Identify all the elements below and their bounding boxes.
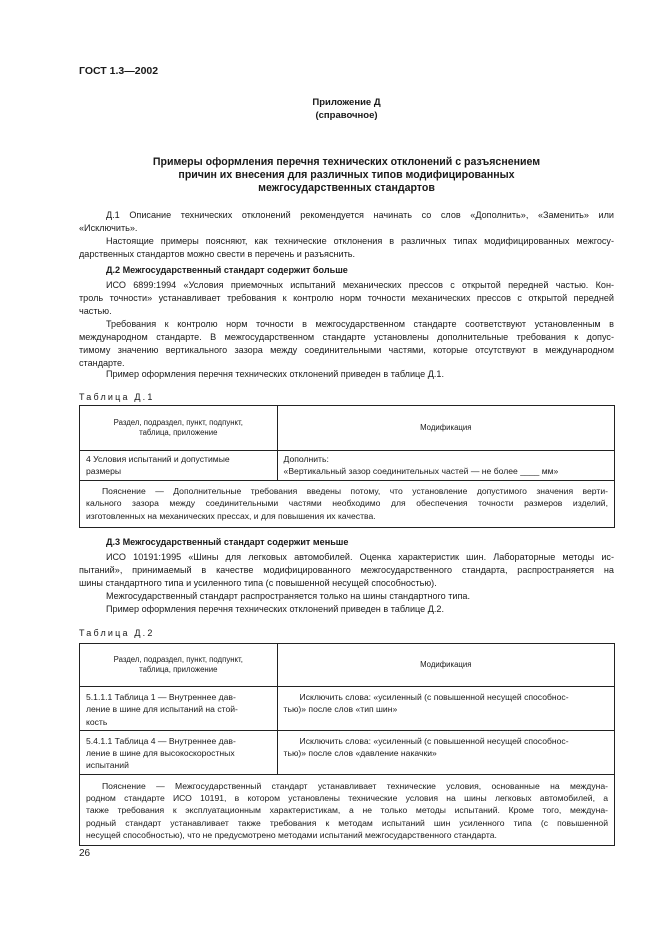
text-line: тимому значению вертикального зазора между соединительными частями, которые отсутствуют в международном <box>79 344 614 355</box>
text-line: шины стандартного типа и усиленного типа (с повышенной несущей способностью). <box>79 577 437 588</box>
table-cell: Исключить слова: «усиленный (с повышенной несущей способнос- тью)» после слов «тип шин» <box>277 687 614 731</box>
text-line: стандарте. <box>79 357 125 368</box>
table-note: Пояснение — Межгосударственный стандарт устанавливает технические условия, основанные на междуна- родном стандарте ИСО 10191, в котором установлены технические условия на шины легковых автомобилей, а также требования к эксплуатационным характеристикам, а не только методы испытаний. Кроме того, междуна- родный стандарт устанавливает также требования к методам испытаний шин усиленного типа (с повышенной несущей способностью), что не предусмотрено методами испытаний межгосударственного стандарта. <box>80 774 615 845</box>
paragraph-d3-2 <box>106 590 614 603</box>
paragraph-d2-2 <box>79 318 614 370</box>
table-cell: Исключить слова: «усиленный (с повышенной несущей способнос- тью)» после слов «давление накачки» <box>277 730 614 774</box>
paragraph-d1 <box>79 209 614 235</box>
table-cell: 5.4.1.1 Таблица 4 — Внутреннее дав- ление в шине для высокоскоростных испытаний <box>80 730 278 774</box>
table-header-cell: Модификация <box>277 644 614 687</box>
table-header-cell: Раздел, подраздел, пункт, подпункт, таблица, приложение <box>80 406 278 451</box>
text-line: Требования к контролю норм точности в межгосударственном стандарте соответствуют установленным в <box>106 319 614 329</box>
text-line: частью. <box>79 305 112 316</box>
text-line: Д.1 Описание технических отклонений рекомендуется начинать со слов «Дополнить», «Заменить» или <box>106 210 614 220</box>
heading-line: причин их внесения для различных типов модифицированных <box>178 169 515 182</box>
page-number: 26 <box>79 848 91 859</box>
text-line: Настоящие примеры поясняют, как технические отклонения в различных типах модифицированных межгосу- <box>106 236 614 246</box>
text-line: Пример оформления перечня технических отклонений приведен в таблице Д.2. <box>106 604 444 614</box>
text-line: «Исключить». <box>79 222 138 233</box>
paragraph-d3-3 <box>106 603 614 616</box>
text-line: ИСО 10191:1995 «Шины для легковых автомобилей. Оценка характеристик шин. Лабораторные методы ис- <box>106 552 614 562</box>
paragraph-d3-1 <box>79 551 614 590</box>
table-d2 <box>79 643 615 846</box>
table-header-cell: Модификация <box>277 406 614 451</box>
paragraph-intro <box>79 235 614 261</box>
text-line: пытаний», принимаемый в качестве модифицированного межгосударственного стандарта, распространяется на <box>79 564 614 575</box>
text-line: Пример оформления перечня технических отклонений приведен в таблице Д.1. <box>106 369 444 379</box>
table-caption-d2: Таблица Д.2 <box>79 628 155 638</box>
appendix-title: Приложение Д <box>312 97 381 108</box>
main-heading <box>0 156 661 196</box>
appendix-note: (справочное) <box>315 110 378 121</box>
table-cell: 4 Условия испытаний и допустимые размеры <box>80 451 278 481</box>
table-cell: Дополнить: «Вертикальный зазор соединительных частей — не более ____ мм» <box>277 451 614 481</box>
heading-line: Примеры оформления перечня технических отклонений с разъяснением <box>152 156 541 168</box>
text-line: дарственных стандартов можно свести в перечень и разъяснить. <box>79 248 356 259</box>
text-line: ИСО 6899:1994 «Условия приемочных испытаний механических прессов с открытой передней частью. Кон- <box>106 280 614 290</box>
paragraph-d2-3 <box>106 368 614 381</box>
table-cell: 5.1.1.1 Таблица 1 — Внутреннее дав- ление в шине для испытаний на стой- кость <box>80 687 278 731</box>
table-d1 <box>79 405 615 528</box>
text-line: троль точности» устанавливает требования к контролю норм точности механических прессов с открытой передней <box>79 292 614 303</box>
table-caption-d1: Таблица Д.1 <box>79 392 155 402</box>
table-note: Пояснение — Дополнительные требования введены потому, что установление допустимого значения верти- кального зазора между соединительными частями необходимо для обеспечения точности размеров изделий, изготовленных на механических прессах, и для повышения их качества. <box>80 481 615 528</box>
paragraph-d2-1 <box>79 279 614 318</box>
table-header-cell: Раздел, подраздел, пункт, подпункт, таблица, приложение <box>80 644 278 687</box>
section-title-d3: Д.3 Межгосударственный стандарт содержит меньше <box>106 537 349 547</box>
text-line: международном стандарте. В межгосударственном стандарте установлены дополнительные требования к допус- <box>79 331 614 342</box>
document-code: ГОСТ 1.3—2002 <box>79 65 159 77</box>
section-title-d2: Д.2 Межгосударственный стандарт содержит больше <box>106 265 348 275</box>
text-line: Межгосударственный стандарт распространяется только на шины стандартного типа. <box>106 591 470 601</box>
heading-line: межгосударственных стандартов <box>258 182 435 195</box>
